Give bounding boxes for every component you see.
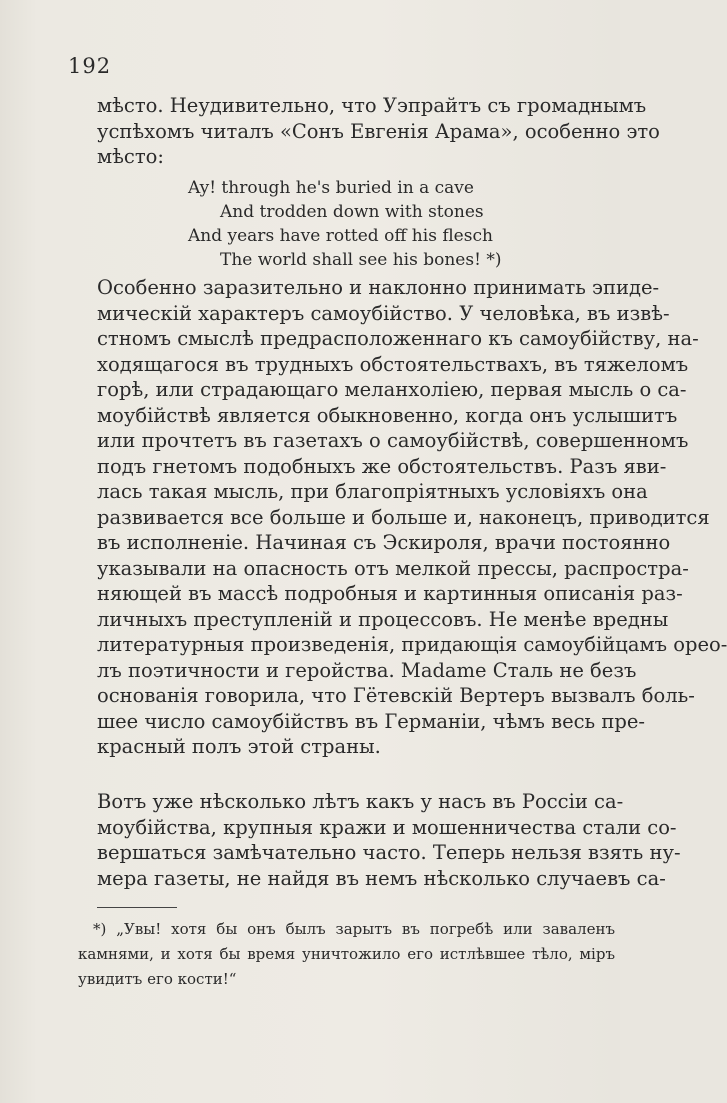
text-line: мѣсто:	[97, 145, 164, 168]
footnote-line: увидитъ его кости!“	[78, 970, 237, 988]
paragraph-1	[97, 275, 727, 760]
text-line: литературныя произведенія, придающія самоубійцамъ орео-	[97, 633, 727, 656]
text-line: подъ гнетомъ подобныхъ же обстоятельствъ. Разъ яви-	[97, 454, 667, 478]
text-line: шее число самоубійствъ въ Германіи, чѣмъ весь пре-	[97, 709, 645, 733]
text-line: развивается все больше и больше и, наконецъ, приводится	[97, 505, 710, 529]
text-line: личныхъ преступленій и процессовъ. Не менѣе вредны	[97, 607, 669, 631]
text-line: или прочтетъ въ газетахъ о самоубійствѣ, совершенномъ	[97, 429, 689, 452]
footnote-line: камнями, и хотя бы время уничтожило его истлѣвшее тѣло, міръ	[78, 945, 615, 963]
text-line: указывали на опасность отъ мелкой прессы, распростра-	[97, 556, 689, 580]
text-line: моубійствѣ является обыкновенно, когда онъ услышитъ	[97, 403, 678, 427]
verse-line: And years have rotted off his flesch	[188, 226, 493, 246]
text-line: ходящагося въ трудныхъ обстоятельствахъ, въ тяжеломъ	[97, 352, 689, 376]
footnote-divider	[97, 907, 177, 908]
text-line: стномъ смыслѣ предрасположеннаго къ самоубійству, на-	[97, 327, 699, 350]
text-line: лась такая мысль, при благопріятныхъ условіяхъ она	[97, 480, 648, 503]
page-number: 192	[68, 54, 112, 78]
text-line: лъ поэтичности и геройства. Madame Сталь не безъ	[97, 658, 637, 682]
text-line: няющей въ массѣ подробныя и картинныя описанія раз-	[97, 582, 683, 605]
text-line: Вотъ уже нѣсколько лѣтъ какъ у насъ въ Россіи са-	[97, 790, 624, 813]
verse-quote	[188, 176, 501, 272]
verse-line: And trodden down with stones	[220, 202, 484, 222]
text-line: моубійства, крупныя кражи и мошенничества стали со-	[97, 815, 677, 839]
intro-text	[97, 93, 660, 170]
verse-line: Ay! through he's buried in a cave	[188, 178, 474, 198]
text-line: успѣхомъ читалъ «Сонъ Евгенія Арама», особенно это	[97, 119, 660, 143]
paragraph-2	[97, 789, 681, 891]
text-line: вершаться замѣчательно часто. Теперь нельзя взять ну-	[97, 841, 681, 864]
text-line: горѣ, или страдающаго меланхоліею, первая мысль о са-	[97, 378, 687, 401]
text-line: мера газеты, не найдя въ немъ нѣсколько случаевъ са-	[97, 866, 666, 890]
text-line: красный полъ этой страны.	[97, 735, 381, 758]
footnote	[78, 917, 615, 992]
text-line: мическій характеръ самоубійство. У человѣка, въ извѣ-	[97, 301, 670, 325]
text-line: въ исполненіе. Начиная съ Эскироля, врачи постоянно	[97, 531, 671, 554]
verse-line: The world shall see his bones! *)	[220, 250, 502, 270]
footnote-line: *) „Увы! хотя бы онъ былъ зарытъ въ погребѣ или заваленъ	[93, 920, 615, 938]
text-line: мѣсто. Неудивительно, что Уэпрайтъ съ громаднымъ	[97, 94, 647, 117]
text-line: основанія говорила, что Гётевскій Вертеръ вызвалъ боль-	[97, 684, 695, 707]
text-line: Особенно заразительно и наклонно принимать эпиде-	[97, 276, 660, 299]
